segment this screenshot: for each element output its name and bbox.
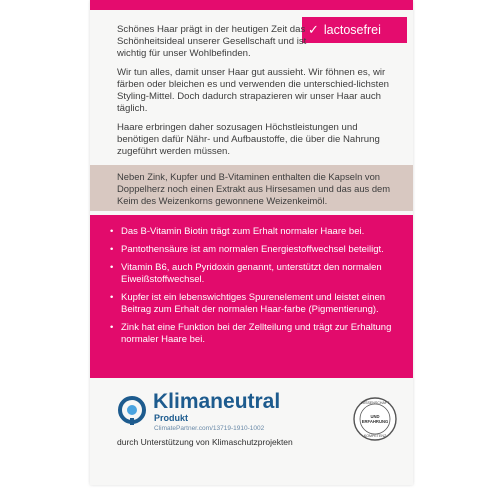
intro-paragraph-2: Wir tun alles, damit unser Haar gut aussieht. Wir föhnen es, wir färben oder bleichen es und verwenden die unterschied-lichsten Styling-Mittel. Doch dadurch strapazieren wir unser Haar auch täglich. bbox=[117, 67, 389, 114]
bullet-icon: • bbox=[110, 322, 114, 333]
product-box-back bbox=[90, 0, 413, 485]
claim-item bbox=[110, 244, 401, 256]
claim-text: Das B-Vitamin Biotin trägt zum Erhalt normaler Haare bei. bbox=[121, 226, 365, 237]
top-pink-strip bbox=[90, 0, 413, 10]
bullet-icon: • bbox=[110, 226, 114, 237]
claims-panel bbox=[90, 215, 413, 378]
klimaneutral-title: Klimaneutral bbox=[153, 390, 281, 413]
ingredients-band bbox=[90, 165, 413, 211]
claim-text: Kupfer ist ein lebenswichtiges Spurenelement und leistet einen Beitrag zum Erhalt der normalen Haar-farbe (Pigmentierung). bbox=[121, 292, 386, 315]
seal-bottom-text: KOMPETENZ bbox=[363, 434, 387, 438]
claim-text: Vitamin B6, auch Pyridoxin genannt, unterstützt den normalen Eiweißstoffwechsel. bbox=[121, 262, 382, 285]
intro-paragraph-1: Schönes Haar prägt in der heutigen Zeit das Schönheitsideal unserer Gesellschaft und ist wichtig für unser Wohlbefinden. bbox=[117, 24, 307, 59]
claim-item bbox=[110, 226, 401, 238]
bullet-icon: • bbox=[110, 292, 114, 303]
climatepartner-logo-icon bbox=[117, 395, 147, 425]
claims-list bbox=[110, 226, 401, 346]
bullet-icon: • bbox=[110, 244, 114, 255]
seal-middle-text-1: UND bbox=[370, 414, 380, 419]
claim-item bbox=[110, 262, 401, 286]
seal-top-text: WISSENSCHAFT bbox=[360, 401, 390, 405]
bullet-icon: • bbox=[110, 262, 114, 273]
claim-text: Zink hat eine Funktion bei der Zellteilung und trägt zur Erhaltung normaler Haare bei. bbox=[121, 322, 392, 345]
claim-item bbox=[110, 322, 401, 346]
intro-text bbox=[117, 24, 402, 165]
intro-paragraph-3: Haare erbringen daher sozusagen Höchstleistungen und benötigen dafür Nähr- und Aufbaustoffe, die über die Nahrung zugeführt werden müssen. bbox=[117, 122, 380, 157]
klimaneutral-subtitle: Produkt bbox=[154, 413, 189, 423]
seal-middle-text-2: ERFAHRUNG bbox=[361, 419, 389, 424]
badge-label: lactosefrei bbox=[323, 23, 381, 37]
claim-item bbox=[110, 292, 401, 316]
klimaneutral-support-text: durch Unterstützung von Klimaschutzprojekten bbox=[117, 437, 293, 447]
competence-seal-icon bbox=[352, 396, 398, 442]
ingredients-text: Neben Zink, Kupfer und B-Vitaminen enthalten die Kapseln von Doppelherz noch einen Extrakt aus Hirsesamen und das aus dem Keim des Weizenkorns gewonnene Weizenkeimöl. bbox=[117, 171, 391, 206]
claim-text: Pantothensäure ist am normalen Energiestoffwechsel beteiligt. bbox=[121, 244, 384, 255]
check-icon: ✓ bbox=[308, 22, 319, 37]
klimaneutral-url: ClimatePartner.com/13719-1910-1002 bbox=[154, 425, 265, 432]
